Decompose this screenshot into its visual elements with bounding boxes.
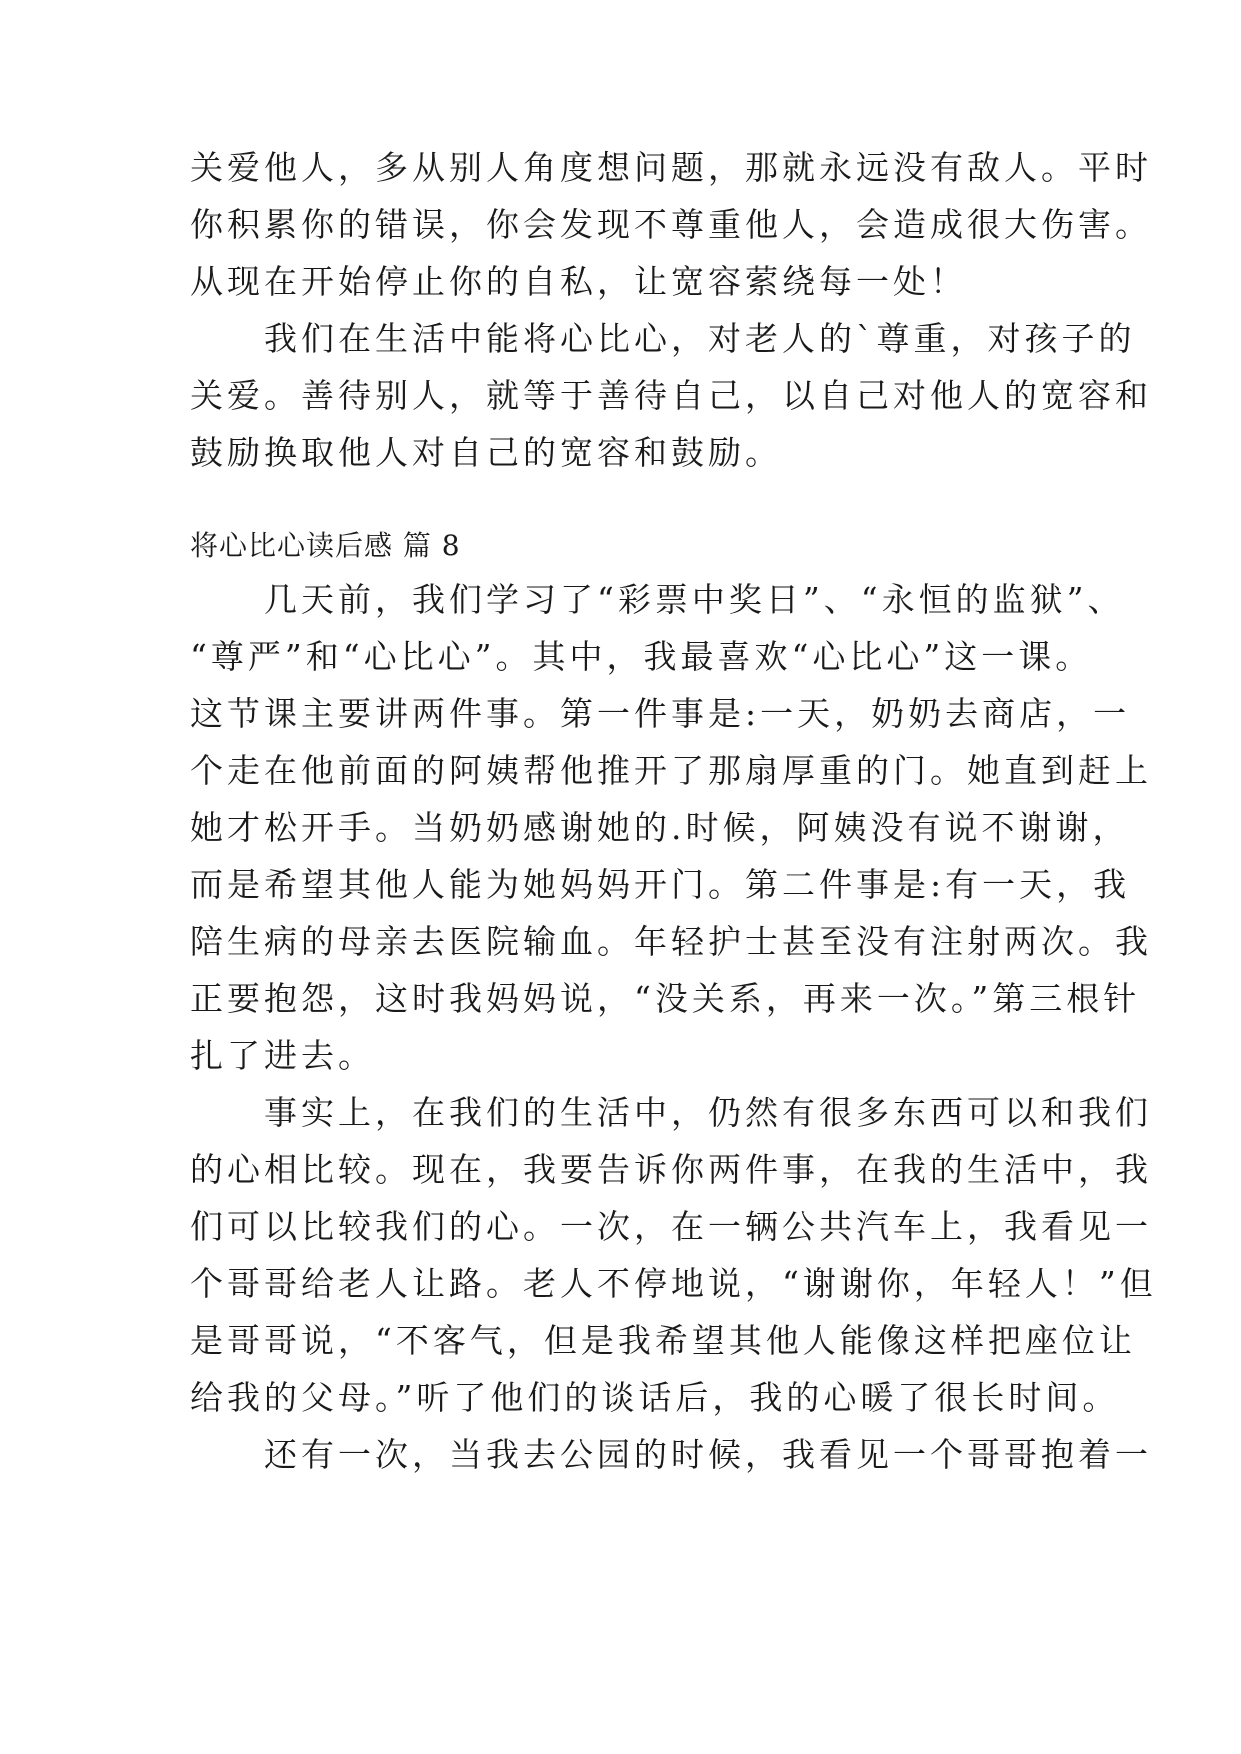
paragraph-line: 个哥哥给老人让路。老人不停地说，“谢谢你，年轻人！”但: [190, 1264, 1157, 1303]
paragraph-line: 给我的父母。”听了他们的谈话后，我的心暖了很长时间。: [190, 1378, 1120, 1417]
paragraph-line: 我们在生活中能将心比心，对老人的`尊重，对孩子的: [190, 319, 1136, 358]
paragraph-line: 还有一次，当我去公园的时候，我看见一个哥哥抱着一: [190, 1435, 1152, 1474]
paragraph-line: 陪生病的母亲去医院输血。年轻护士甚至没有注射两次。我: [190, 922, 1152, 961]
paragraph-line: 的心相比较。现在，我要告诉你两件事，在我的生活中，我: [190, 1150, 1152, 1189]
paragraph-line: 几天前，我们学习了“彩票中奖日”、“永恒的监狱”、: [190, 580, 1125, 619]
paragraph-line: 正要抱怨，这时我妈妈说，“没关系，再来一次。”第三根针: [190, 979, 1141, 1018]
section-title: 将心比心读后感 篇 8: [190, 529, 461, 562]
paragraph-line: 这节课主要讲两件事。第一件事是:一天，奶奶去商店，一: [190, 694, 1131, 733]
paragraph-line: 关爱。善待别人，就等于善待自己，以自己对他人的宽容和: [190, 376, 1152, 415]
paragraph-line: 而是希望其他人能为她妈妈开门。第二件事是:有一天，我: [190, 865, 1131, 904]
paragraph-line: 们可以比较我们的心。一次，在一辆公共汽车上，我看见一: [190, 1207, 1152, 1246]
paragraph-line: 关爱他人，多从别人角度想问题，那就永远没有敌人。平时: [190, 148, 1152, 187]
paragraph-line: 是哥哥说，“不客气，但是我希望其他人能像这样把座位让: [190, 1321, 1136, 1360]
paragraph-line: 扎了进去。: [190, 1036, 375, 1075]
paragraph-line: 你积累你的错误，你会发现不尊重他人，会造成很大伤害。: [190, 205, 1152, 244]
paragraph-line: 从现在开始停止你的自私，让宽容萦绕每一处！: [190, 262, 967, 301]
paragraph-line: 她才松开手。当奶奶感谢她的.时候，阿姨没有说不谢谢，: [190, 808, 1130, 847]
paragraph-line: 鼓励换取他人对自己的宽容和鼓励。: [190, 433, 782, 472]
paragraph-line: 事实上，在我们的生活中，仍然有很多东西可以和我们: [190, 1093, 1152, 1132]
paragraph-line: “尊严”和“心比心”。其中，我最喜欢“心比心”这一课。: [190, 637, 1093, 676]
paragraph-line: 个走在他前面的阿姨帮他推开了那扇厚重的门。她直到赶上: [190, 751, 1152, 790]
